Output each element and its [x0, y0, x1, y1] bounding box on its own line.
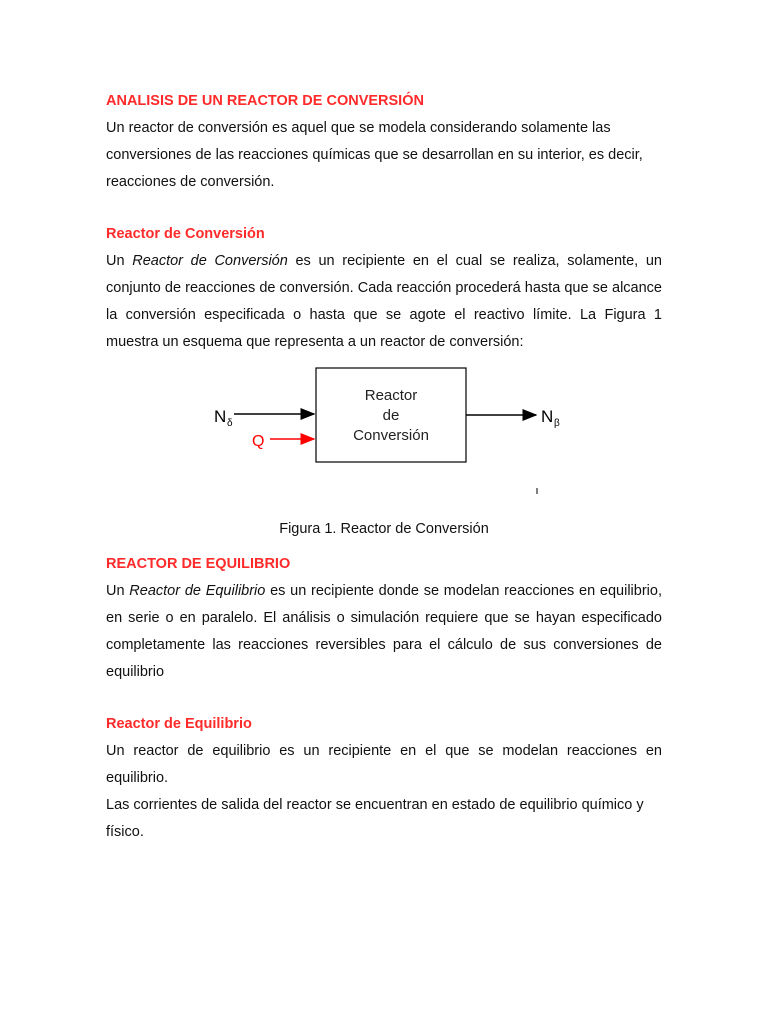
box-label-line-1: Reactor	[364, 387, 418, 404]
paragraph-body: es un recipiente donde se modelan reacciones en equilibrio, en serie o en paralelo. El análisis o simulación requiere que se hayan especificado completamente las reacciones reversibles para el cálculo de sus conversiones de equilibrio	[106, 583, 662, 680]
section-title-reactor-equilibrio: Reactor de Equilibrio	[106, 716, 252, 732]
section-title-reactor-equilibrio-upper: REACTOR DE EQUILIBRIO	[106, 556, 291, 572]
paragraph-prefix: Un	[106, 253, 133, 269]
figure-caption: Figura 1. Reactor de Conversión	[279, 521, 489, 537]
italic-term: Reactor de Equilibrio	[129, 583, 266, 599]
intro-paragraph-line-2: conversiones de las reacciones químicas que se desarrollan en su interior, es decir,	[106, 147, 643, 163]
spacer	[106, 686, 662, 711]
intro-paragraph-line-1: Un reactor de conversión es aquel que se modela considerando solamente las	[106, 120, 611, 136]
heat-input-label: Q	[252, 433, 265, 450]
spacer	[106, 196, 662, 221]
reactor-conversion-paragraph	[106, 248, 662, 356]
section-title-reactor-conversion: Reactor de Conversión	[106, 226, 265, 242]
reactor-diagram-svg	[0, 356, 768, 518]
reactor-equilibrio-paragraph	[106, 578, 662, 686]
paragraph-body: es un recipiente en el cual se realiza, solamente, un conjunto de reacciones de conversión. Cada reacción procederá hasta que se alcance la conversión especificada o hasta que se agote el reactivo límite. La Figura 1 muestra un esquema que representa a un reactor de conversión:	[106, 253, 662, 350]
italic-term: Reactor de Conversión	[132, 253, 288, 269]
document-page	[106, 88, 662, 846]
section-title-analisis: ANALISIS DE UN REACTOR DE CONVERSIÓN	[106, 93, 424, 109]
box-label-line-3: Conversión	[353, 427, 429, 444]
output-stream-label: N	[541, 407, 554, 426]
paragraph-prefix: Un	[106, 583, 130, 599]
output-stream-subscript: β	[554, 418, 560, 429]
input-stream-label: N	[214, 407, 227, 426]
spacer	[106, 543, 662, 551]
intro-paragraph-line-3: reacciones de conversión.	[106, 174, 275, 190]
box-label-line-2: de	[382, 407, 400, 424]
equilibrio-paragraph-2: Las corrientes de salida del reactor se encuentran en estado de equilibrio químico y físico.	[106, 797, 644, 840]
figure-reactor-diagram	[0, 356, 768, 518]
input-stream-subscript: δ	[227, 418, 233, 429]
equilibrio-paragraph-1: Un reactor de equilibrio es un recipiente en el que se modelan reacciones en equilibrio.	[106, 743, 662, 786]
